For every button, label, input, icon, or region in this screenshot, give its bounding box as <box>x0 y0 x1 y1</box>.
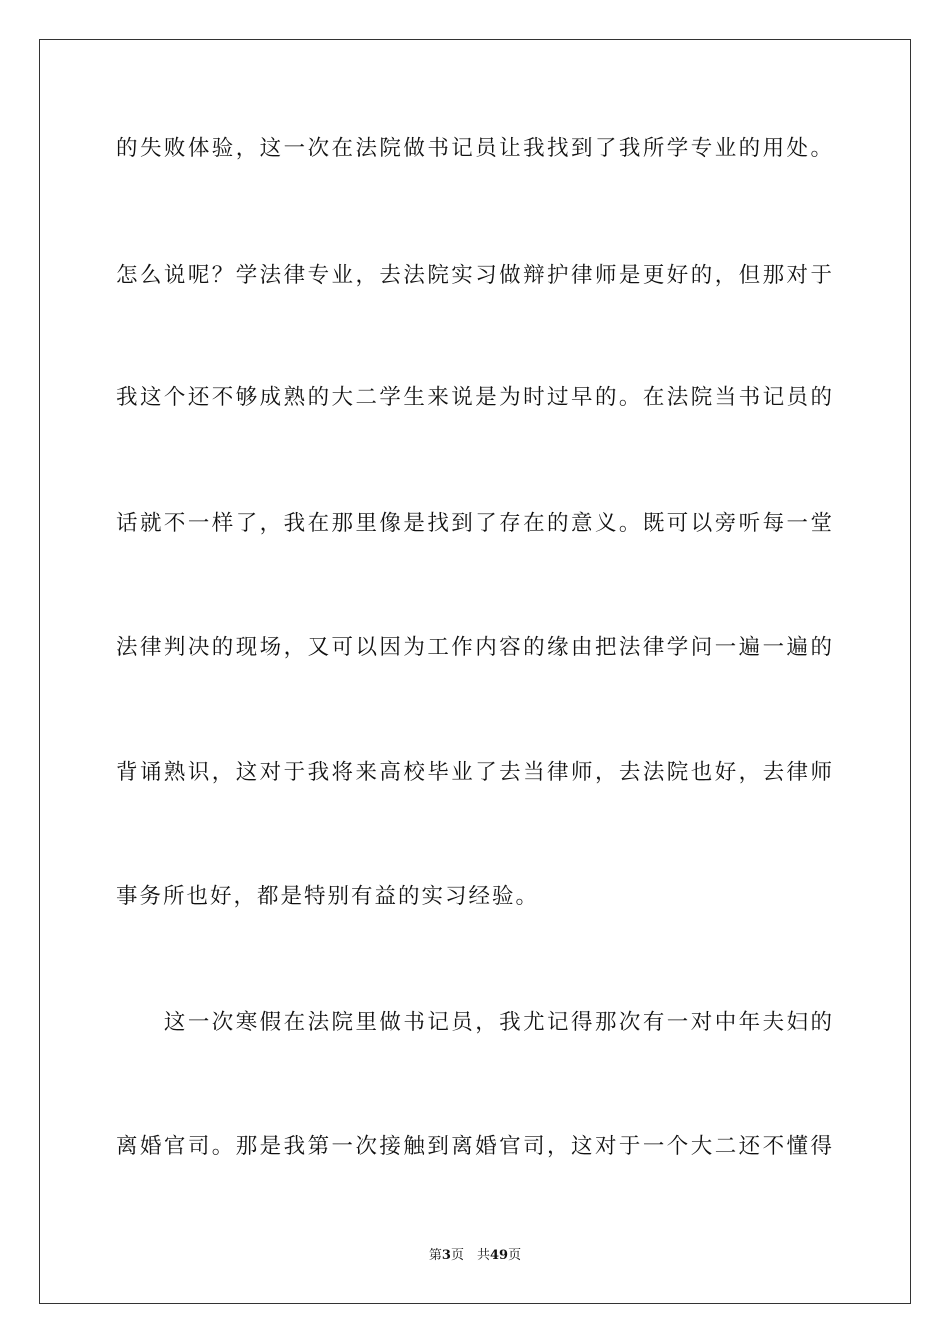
page-total: 49 <box>489 1248 509 1263</box>
text-line: 法律判决的现场，又可以因为工作内容的缘由把法律学问一遍一遍的 <box>116 635 834 660</box>
text-line: 我这个还不够成熟的大二学生来说是为时过早的。在法院当书记员的 <box>116 385 834 410</box>
page-current: 3 <box>441 1248 451 1263</box>
text-line: 怎么说呢？学法律专业，去法院实习做辩护律师是更好的，但那对于 <box>116 263 834 288</box>
page-prefix: 第 <box>428 1248 442 1263</box>
page-footer <box>0 1244 950 1263</box>
page-border <box>39 39 911 1304</box>
text-line: 这一次寒假在法院里做书记员，我尤记得那次有一对中年夫妇的 <box>116 1010 834 1035</box>
text-line: 背诵熟识，这对于我将来高校毕业了去当律师，去法院也好，去律师 <box>116 760 834 785</box>
text-line: 话就不一样了，我在那里像是找到了存在的意义。既可以旁听每一堂 <box>116 511 834 536</box>
page-mid: 页 共 <box>450 1248 490 1263</box>
text-line: 的失败体验，这一次在法院做书记员让我找到了我所学专业的用处。 <box>116 136 834 161</box>
text-line: 离婚官司。那是我第一次接触到离婚官司，这对于一个大二还不懂得 <box>116 1134 834 1159</box>
text-line: 事务所也好，都是特别有益的实习经验。 <box>116 884 540 909</box>
page-suffix: 页 <box>508 1248 522 1263</box>
